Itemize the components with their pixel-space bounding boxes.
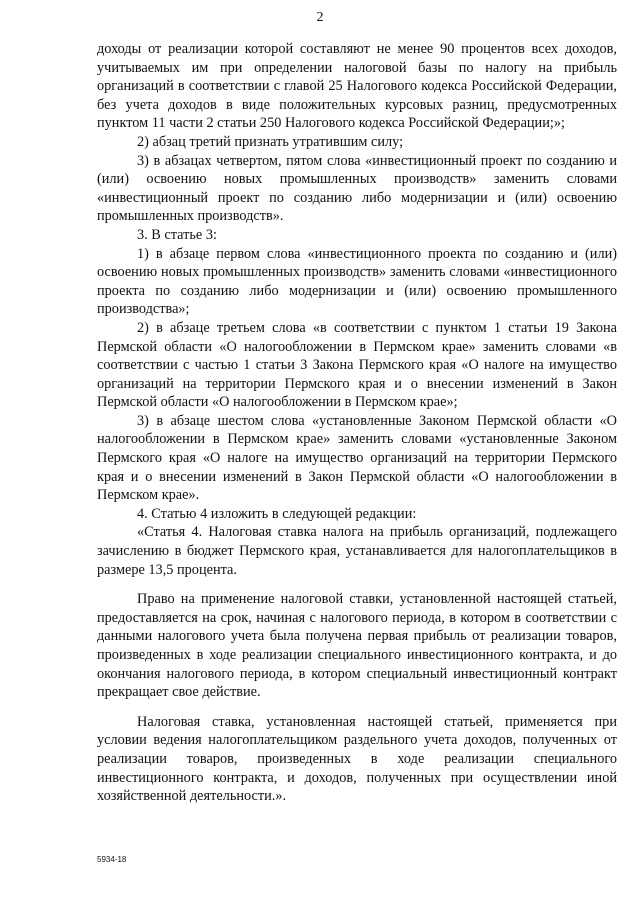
paragraph: 3. В статье 3: — [137, 226, 217, 243]
paragraph: доходы от реализации которой составляют не менее 90 процентов всех доходов, учитываемых им при определении налоговой базы по налогу на прибыль организаций в соответствии с главой 25 Налогового кодекса Российской Федерации, без учета доходов в виде положительных курсовых разниц, предусмотренных пунктом 11 части 2 статьи 250 Налогового кодекса Российской Федерации;»; — [97, 41, 617, 132]
paragraph: 4. Статью 4 изложить в следующей редакции: — [137, 505, 417, 522]
paragraph: Налоговая ставка, установленная настоящей статьей, применяется при условии ведения налогоплательщиком раздельного учета доходов, полученных от реализации товаров, произведенных в ходе реализации специального инвестиционного контракта, и доходов, полученных при осуществлении иной хозяйственной деятельности.». — [97, 713, 617, 805]
paragraph: 2) в абзаце третьем слова «в соответствии с пунктом 1 статьи 19 Закона Пермской области «О налогообложении в Пермском крае» заменить словами «в соответствии с частью 1 статьи 3 Закона Пермского края «О налоге на имущество организаций на территории Пермского края и о внесении изменений в Закон Пермской области «О налогообложении в Пермском крае»; — [97, 319, 617, 411]
paragraph: 3) в абзаце шестом слова «установленные Законом Пермской области «О налогообложении в Пермском крае» заменить словами «установленные Законом Пермского края «О налоге на имущество организаций на территории Пермского края и о внесении изменений в Закон Пермской области «О налогообложении в Пермском крае». — [97, 412, 617, 504]
page-number: 2 — [316, 10, 324, 25]
paragraph: 3) в абзацах четвертом, пятом слова «инвестиционный проект по созданию и (или) освоению новых промышленных производств» заменить словами «инвестиционный проект по созданию либо модернизации и (или) освоению промышленных производств». — [97, 152, 617, 225]
paragraph: 1) в абзаце первом слова «инвестиционного проекта по созданию и (или) освоению новых промышленных производств» заменить словами «инвестиционного проекта по созданию либо модернизации и (или) освоению промышленного производства»; — [97, 245, 617, 318]
paragraph: «Статья 4. Налоговая ставка налога на прибыль организаций, подлежащего зачислению в бюджет Пермского края, устанавливается для налогоплательщиков в размере 13,5 процента. — [97, 524, 617, 578]
footer-document-code: 5934-18 — [97, 855, 127, 864]
document-body — [97, 40, 617, 806]
paragraph: Право на применение налоговой ставки, установленной настоящей статьей, предоставляется на срок, начиная с налогового периода, в котором в соответствии с данными налогового учета была получена первая прибыль от реализации товаров, произведенных в ходе реализации специального инвестиционного контракта, и до окончания налогового периода, в котором специальный инвестиционный контракт прекращает свое действие. — [97, 591, 617, 701]
paragraph: 2) абзац третий признать утратившим силу; — [137, 133, 404, 150]
